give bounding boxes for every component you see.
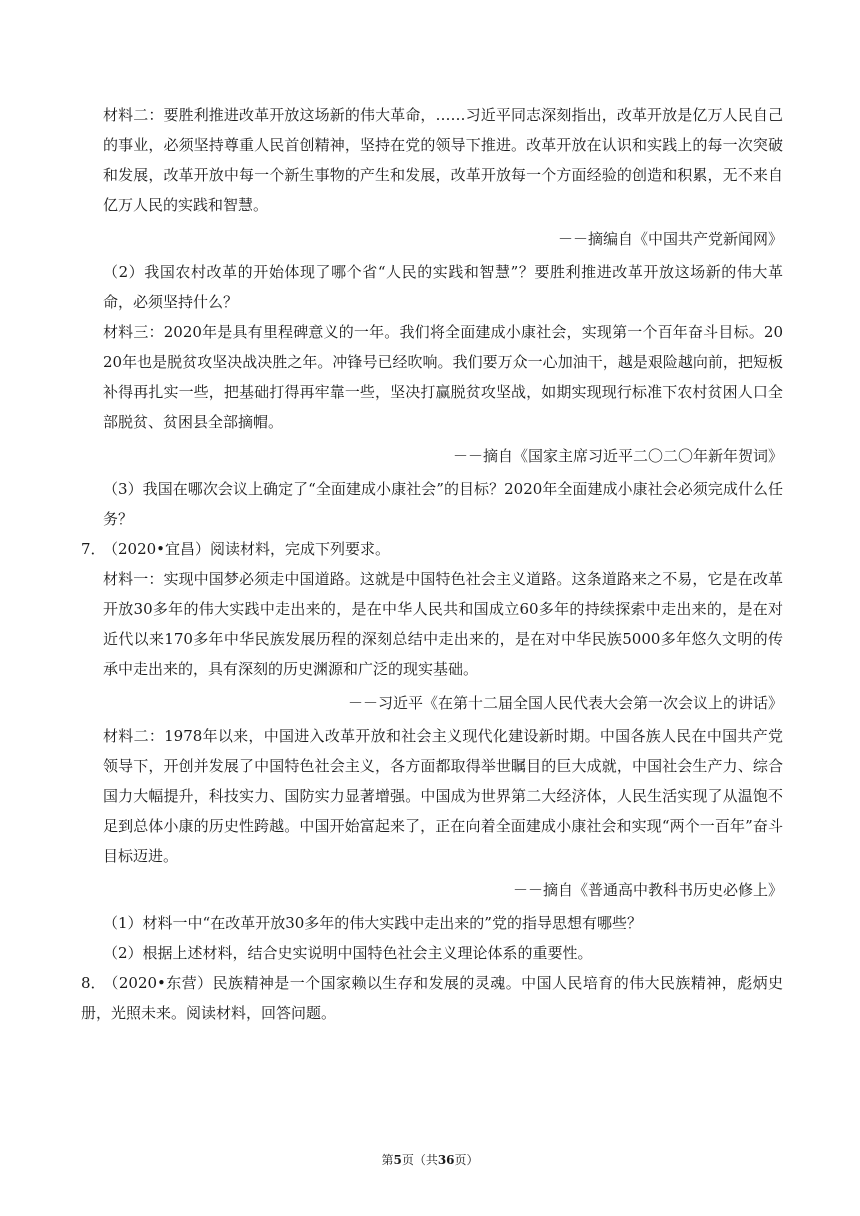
source-citation: －－摘自《普通高中教科书历史必修上》 xyxy=(512,881,783,899)
source-citation: －－摘编自《中国共产党新闻网》 xyxy=(557,230,783,248)
question-stem: （2020•东营）民族精神是一个国家赖以生存和发展的灵魂。中国人民培育的伟大民族精神，彪炳史册，光照未来。阅读材料，回答问题。 xyxy=(81,974,783,1022)
source-citation: －－习近平《在第十二届全国人民代表大会第一次会议上的讲话》 xyxy=(347,694,783,712)
footer-total-pages: 36 xyxy=(437,1153,455,1167)
question-number: 7． xyxy=(81,540,106,558)
question-number: 8． xyxy=(81,974,106,992)
sub-question: （1）材料一中“在改革开放30多年的伟大实践中走出来的”党的指导思想有哪些？ xyxy=(103,914,642,932)
sub-question: （2）根据上述材料，结合史实说明中国特色社会主义理论体系的重要性。 xyxy=(103,944,593,962)
question-item xyxy=(81,534,783,564)
material-paragraph: 材料三：2020年是具有里程碑意义的一年。我们将全面建成小康社会，实现第一个百年奋斗目标。2020年也是脱贫攻坚决战决胜之年。冲锋号已经吹响。我们要万众一心加油干，越是艰险越向前，把短板补得再扎实一些，把基础打得再牢靠一些，坚决打赢脱贫攻坚战，如期实现现行标准下农村贫困人口全部脱贫、贫困县全部摘帽。 xyxy=(103,323,783,431)
question-stem: （2020•宜昌）阅读材料，完成下列要求。 xyxy=(103,540,391,558)
sub-question: （3）我国在哪次会议上确定了“全面建成小康社会”的目标？2020年全面建成小康社会必须完成什么任务？ xyxy=(103,480,783,528)
footer-middle: 页（共 xyxy=(401,1153,438,1167)
page-footer xyxy=(0,1152,860,1168)
footer-suffix: 页） xyxy=(454,1153,479,1167)
material-paragraph: 材料一：实现中国梦必须走中国道路。这就是中国特色社会主义道路。这条道路来之不易，它是在改革开放30多年的伟大实践中走出来的，是在中华人民共和国成立60多年的持续探索中走出来的，是在对近代以来170多年中华民族发展历程的深刻总结中走出来的，是在对中华民族5000多年悠久文明的传承中走出来的，具有深刻的历史渊源和广泛的现实基础。 xyxy=(103,570,783,678)
material-paragraph: 材料二：1978年以来，中国进入改革开放和社会主义现代化建设新时期。中国各族人民在中国共产党领导下，开创并发展了中国特色社会主义，各方面都取得举世瞩目的巨大成就，中国社会生产力、综合国力大幅提升，科技实力、国防实力显著增强。中国成为世界第二大经济体，人民生活实现了从温饱不足到总体小康的历史性跨越。中国开始富起来了，正在向着全面建成小康社会和实现“两个一百年”奋斗目标迈进。 xyxy=(103,727,783,865)
footer-prefix: 第 xyxy=(381,1153,394,1167)
question-item xyxy=(81,968,783,1028)
sub-question: （2）我国农村改革的开始体现了哪个省“人民的实践和智慧”？要胜利推进改革开放这场新的伟大革命，必须坚持什么？ xyxy=(103,263,783,311)
material-paragraph: 材料二：要胜利推进改革开放这场新的伟大革命，……习近平同志深刻指出，改革开放是亿万人民自己的事业，必须坚持尊重人民首创精神，坚持在党的领导下推进。改革开放在认识和实践上的每一次突破和发展，改革开放中每一个新生事物的产生和发展，改革开放每一个方面经验的创造和积累，无不来自亿万人民的实践和智慧。 xyxy=(103,106,783,214)
source-citation: －－摘自《国家主席习近平二〇二〇年新年贺词》 xyxy=(452,447,783,465)
footer-page-number: 5 xyxy=(393,1153,402,1167)
page-content xyxy=(81,100,783,1028)
